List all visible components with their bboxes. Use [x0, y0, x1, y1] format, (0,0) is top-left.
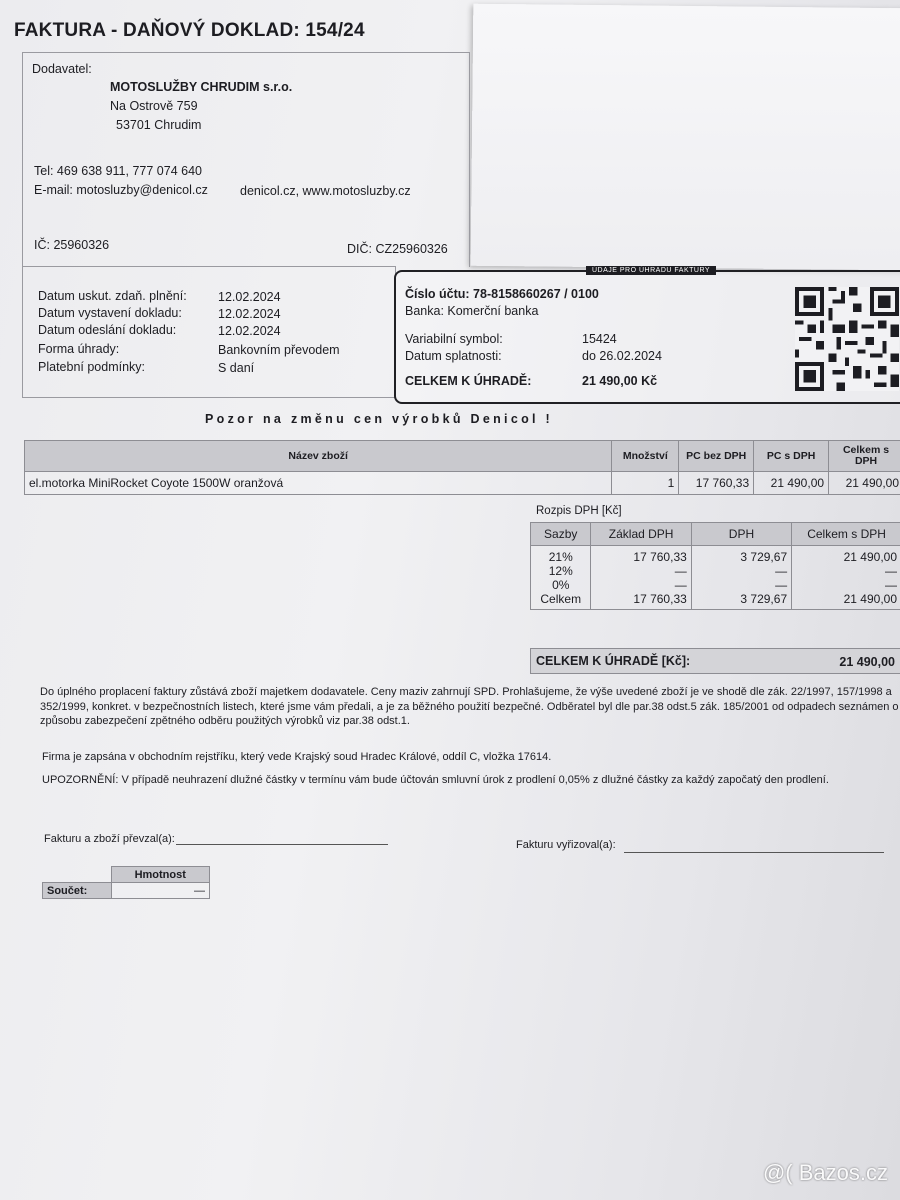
supplier-city: 53701 Chrudim — [116, 118, 202, 132]
vat-dph: 3 729,67 — [691, 592, 791, 610]
vat-col-rate: Sazby — [531, 523, 591, 546]
second-sheet — [471, 4, 900, 271]
col-qty: Množství — [612, 441, 679, 472]
weight-header: Hmotnost — [111, 867, 210, 883]
table-row — [25, 472, 900, 495]
grand-total-value: 21 490,00 — [839, 655, 895, 669]
grand-total-box — [530, 648, 900, 674]
date-value: 12.02.2024 — [218, 324, 281, 338]
due-label: Datum splatnosti: — [405, 349, 502, 363]
signature-issued-line — [624, 852, 884, 853]
invoice-title: FAKTURA - DAŇOVÝ DOKLAD: 154/24 — [14, 20, 365, 41]
col-pc-bez: PC bez DPH — [679, 441, 754, 472]
note-ownership-2: 352/1999, konkret. v bezpečnostních listech, které jsme vám předali, a je za běžného použití bezpečné. Odběratel byl dle par.38 odst.5 zák. 185/2001 od odpadech seznámen o — [40, 701, 899, 713]
item-total: 21 490,00 — [829, 472, 900, 495]
date-value: 12.02.2024 — [218, 290, 281, 304]
table-row — [531, 592, 900, 610]
item-pc-s: 21 490,00 — [754, 472, 829, 495]
col-name: Název zboží — [25, 441, 612, 472]
vat-rate: 21% — [531, 546, 591, 565]
supplier-web: denicol.cz, www.motosluzby.cz — [240, 184, 411, 198]
vat-dph: — — [691, 578, 791, 592]
date-label: Datum vystavení dokladu: — [38, 306, 182, 320]
col-pc-s: PC s DPH — [754, 441, 829, 472]
table-row — [531, 564, 900, 578]
supplier-name: MOTOSLUŽBY CHRUDIM s.r.o. — [110, 80, 293, 94]
vat-dph: — — [691, 564, 791, 578]
pay-total-value: 21 490,00 Kč — [582, 374, 658, 388]
vs-label: Variabilní symbol: — [405, 332, 503, 346]
signature-received-label: Fakturu a zboží převzal(a): — [44, 833, 175, 845]
vs-value: 15424 — [582, 332, 617, 346]
supplier-street: Na Ostrově 759 — [110, 99, 198, 113]
vat-total: — — [792, 564, 900, 578]
price-warning: Pozor na změnu cen výrobků Denicol ! — [205, 412, 554, 426]
payment-bank: Banka: Komerční banka — [405, 304, 539, 318]
vat-col-total: Celkem s DPH — [792, 523, 900, 546]
qr-code-icon — [795, 285, 899, 393]
weight-label: Součet: — [43, 883, 112, 899]
date-value: 12.02.2024 — [218, 307, 281, 321]
item-name: el.motorka MiniRocket Coyote 1500W oranžová — [25, 472, 612, 495]
item-pc-bez: 17 760,33 — [679, 472, 754, 495]
watermark: @( Bazos.cz — [762, 1160, 888, 1185]
vat-caption: Rozpis DPH [Kč] — [536, 505, 622, 517]
weight-table — [42, 866, 210, 899]
vat-table — [530, 522, 900, 610]
supplier-heading: Dodavatel: — [32, 62, 92, 76]
note-registry: Firma je zapsána v obchodním rejstříku, který vede Krajský soud Hradec Králové, oddíl C, vložka 17614. — [42, 751, 552, 763]
date-label: Forma úhrady: — [38, 342, 120, 356]
table-row — [531, 546, 900, 565]
items-table — [24, 440, 900, 495]
vat-total: — — [792, 578, 900, 592]
date-label: Datum odeslání dokladu: — [38, 323, 177, 337]
item-qty: 1 — [612, 472, 679, 495]
weight-blank-cell — [43, 867, 112, 883]
supplier-dic: DIČ: CZ25960326 — [347, 242, 448, 256]
vat-rate: Celkem — [531, 592, 591, 610]
supplier-email: E-mail: motosluzby@denicol.cz — [34, 183, 208, 197]
note-penalty: UPOZORNĚNÍ: V případě neuhrazení dlužné částky v termínu vám bude účtován smluvní úrok z prodlení 0,05% z dlužné částky za každý započatý den prodlení. — [42, 774, 829, 786]
table-row — [43, 883, 210, 899]
note-ownership-3: způsobu zabezpečení zpětného odběru použitých výrobků viz par.38 odst.1. — [40, 715, 410, 727]
vat-total: 21 490,00 — [792, 592, 900, 610]
signature-issued-label: Fakturu vyřizoval(a): — [516, 839, 616, 851]
date-label: Datum uskut. zdaň. plnění: — [38, 289, 187, 303]
vat-base: — — [591, 564, 691, 578]
supplier-tel: Tel: 469 638 911, 777 074 640 — [34, 164, 202, 178]
items-header-row — [25, 441, 900, 472]
vat-base: — — [591, 578, 691, 592]
vat-base: 17 760,33 — [591, 546, 691, 565]
vat-rate: 12% — [531, 564, 591, 578]
note-ownership-1: Do úplného proplacení faktury zůstává zboží majetkem dodavatele. Ceny maziv zahrnují SPD. Prohlašujeme, že výše uvedené zboží je ve shodě dle zák. 22/1997, 157/1998 a — [40, 686, 892, 698]
vat-rate: 0% — [531, 578, 591, 592]
vat-header-row — [531, 523, 900, 546]
date-value: Bankovním převodem — [218, 343, 340, 357]
vat-total: 21 490,00 — [792, 546, 900, 565]
table-row — [531, 578, 900, 592]
vat-base: 17 760,33 — [591, 592, 691, 610]
payment-account: Číslo účtu: 78-8158660267 / 0100 — [405, 287, 599, 301]
vat-col-base: Základ DPH — [591, 523, 691, 546]
weight-header-row — [43, 867, 210, 883]
due-value: do 26.02.2024 — [582, 349, 662, 363]
col-total: Celkem s DPH — [829, 441, 900, 472]
grand-total-label: CELKEM K ÚHRADĚ [Kč]: — [536, 654, 691, 668]
date-label: Platební podmínky: — [38, 360, 146, 374]
supplier-ic: IČ: 25960326 — [34, 238, 110, 252]
weight-value: — — [111, 883, 210, 899]
vat-dph: 3 729,67 — [691, 546, 791, 565]
pay-total-label: CELKEM K ÚHRADĚ: — [405, 374, 532, 388]
date-value: S daní — [218, 361, 255, 375]
vat-col-dph: DPH — [691, 523, 791, 546]
payment-tag: ÚDAJE PRO ÚHRADU FAKTURY — [586, 266, 716, 275]
signature-received-line — [176, 844, 388, 845]
